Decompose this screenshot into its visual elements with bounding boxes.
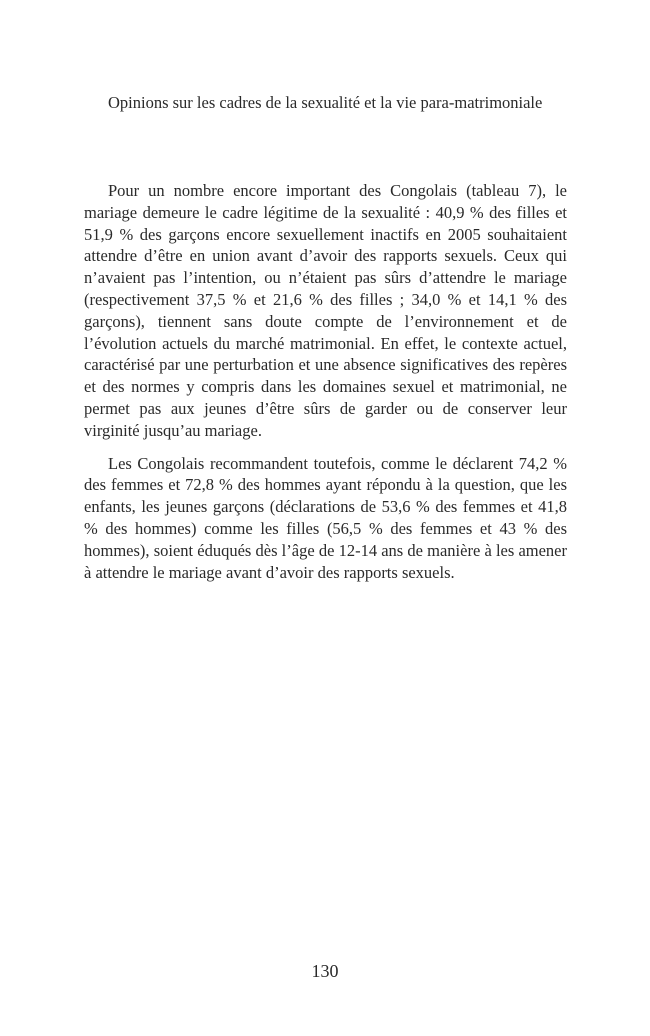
page-number: 130	[311, 961, 339, 981]
body-text	[84, 180, 567, 594]
paragraph-1: Pour un nombre encore important des Congolais (tableau 7), le mariage demeure le cadre légitime de la sexualité : 40,9 % des filles et 51,9 % des garçons encore sexuellement inactifs en 2005 souhaitaient attendre d’être en union avant d’avoir des rapports sexuels. Ceux qui n’avaient pas l’intention, ou n’étaient pas sûrs d’attendre le mariage (respectivement 37,5 % et 21,6 % des filles ; 34,0 % et 14,1 % des garçons), tiennent sans doute compte de l’environnement et de l’évolution actuels du marché matrimonial. En effet, le contexte actuel, caractérisé par une perturbation et une absence significatives des repères et des normes y compris dans les domaines sexuel et matrimonial, ne permet pas aux jeunes d’être sûrs de garder ou de conserver leur virginité jusqu’au mariage.	[84, 181, 567, 440]
section-heading: Opinions sur les cadres de la sexualité et la vie para-matrimoniale	[108, 93, 543, 112]
paragraph-2: Les Congolais recommandent toutefois, comme le déclarent 74,2 % des femmes et 72,8 % des hommes ayant répondu à la question, que les enfants, les jeunes garçons (déclarations de 53,6 % des femmes et 41,8 % des hommes) comme les filles (56,5 % des femmes et 43 % des hommes), soient éduqués dès l’âge de 12-14 ans de manière à les amener à attendre le mariage avant d’avoir des rapports sexuels.	[84, 453, 567, 582]
